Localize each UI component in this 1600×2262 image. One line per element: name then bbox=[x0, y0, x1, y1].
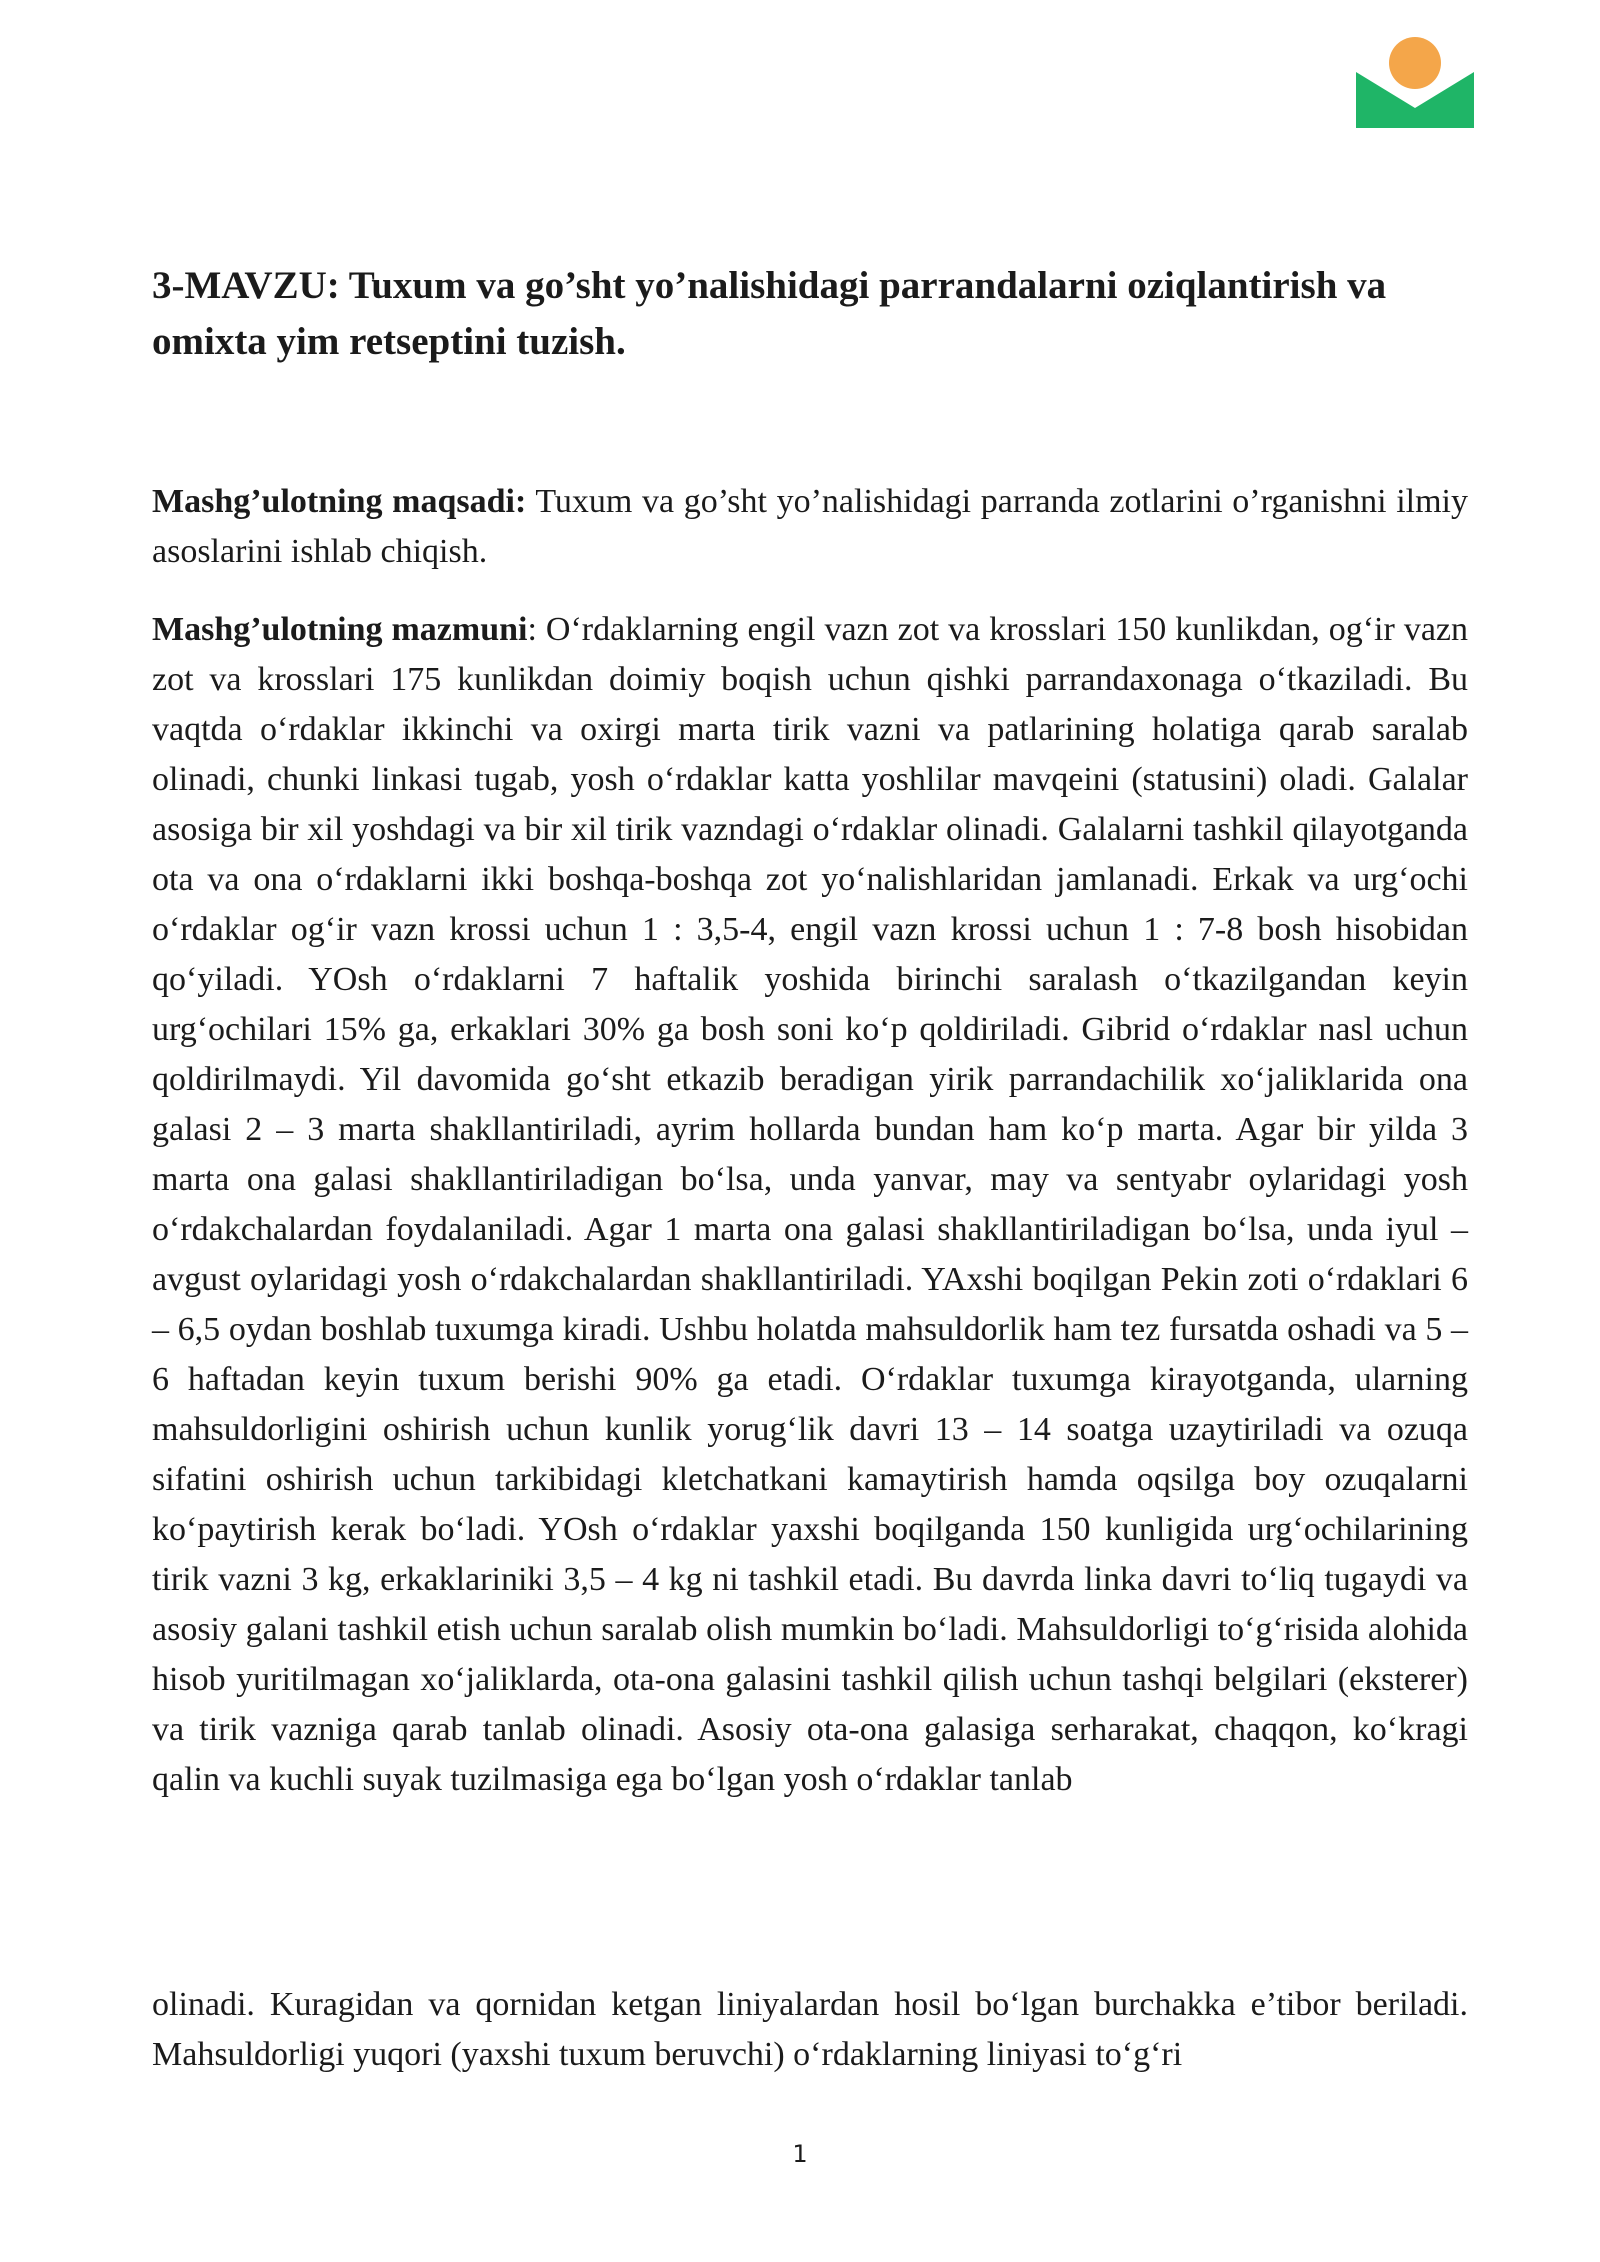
content-text: : O‘rdaklarning engil vazn zot va krosslari 150 kunlikdan, og‘ir vazn zot va krosslari 175 kunlikdan doimiy boqish uchun qishki parrandaxonaga o‘tkaziladi. Bu vaqtda o‘rdaklar ikkinchi va oxirgi marta tirik vazni va patlarining holatiga qarab saralab olinadi, chunki linkasi tugab, yosh o‘rdaklar katta yoshlilar mavqeini (statusini) oladi. Galalar asosiga bir xil yoshdagi va bir xil tirik vazndagi o‘rdaklar olinadi. Galalarni tashkil qilayotganda ota va ona o‘rdaklarni ikki boshqa-boshqa zot yo‘nalishlaridan jamlanadi. Erkak va urg‘ochi o‘rdaklar og‘ir vazn krossi uchun 1 : 3,5-4, engil vazn krossi uchun 1 : 7-8 bosh hisobidan qo‘yiladi. YOsh o‘rdaklarni 7 haftalik yoshida birinchi saralash o‘tkazilgandan keyin urg‘ochilari 15% ga, erkaklari 30% ga bosh soni ko‘p qoldiriladi. Gibrid o‘rdaklar nasl uchun qoldirilmaydi. Yil davomida go‘sht etkazib beradigan yirik parrandachilik xo‘jaliklarida ona galasi 2 – 3 marta shakllantiriladi, ayrim hollarda bundan ham ko‘p marta. Agar bir yilda 3 marta ona galasi shakllantiriladigan bo‘lsa, unda yanvar, may va sentyabr oylaridagi yosh o‘rdakchalardan foydalaniladi. Agar 1 marta ona galasi shakllantiriladigan bo‘lsa, unda iyul – avgust oylaridagi yosh o‘rdakchalardan shakllantiriladi. YAxshi boqilgan Pekin zoti o‘rdaklari 6 – 6,5 oydan boshlab tuxumga kiradi. Ushbu holatda mahsuldorlik ham tez fursatda oshadi va 5 – 6 haftadan keyin tuxum berishi 90% ga etadi. O‘rdaklar tuxumga kirayotganda, ularning mahsuldorligini oshirish uchun kunlik yorug‘lik davri 13 – 14 soatga uzaytiriladi va ozuqa sifatini oshirish uchun tarkibidagi kletchatkani kamaytirish hamda oqsilga boy ozuqalarni ko‘paytirish kerak bo‘ladi. YOsh o‘rdaklar yaxshi boqilganda 150 kunligida urg‘ochilarining tirik vazni 3 kg, erkaklariniki 3,5 – 4 kg ni tashkil etadi. Bu davrda linka davri to‘liq tugaydi va asosiy galani tashkil etish uchun saralab olish mumkin bo‘ladi. Mahsuldorligi to‘g‘risida alohida hisob yuritilmagan xo‘jaliklarda, ota-ona galasini tashkil qilish uchun tashqi belgilari (eksterer) va tirik vazniga qarab tanlab olinadi. Asosiy ota-ona galasiga serharakat, chaqqon, ko‘kragi qalin va kuchli suyak tuzilmasiga ega bo‘lgan yosh o‘rdaklar tanlab bbox=[152, 611, 1468, 1798]
logo-sun bbox=[1389, 37, 1441, 89]
goal-paragraph bbox=[152, 477, 1468, 577]
goal-text: Tuxum va go’sht yo’nalishidagi parranda zotlarini o’rganishni ilmiy asoslarini ishlab chiqish. bbox=[152, 483, 1468, 570]
content-label: Mashg’ulotning mazmuni bbox=[152, 611, 528, 648]
content-paragraph bbox=[152, 605, 1468, 1805]
page-title: 3-MAVZU: Tuxum va go’sht yo’nalishidagi parrandalarni oziqlantirish va omixta yim retseptini tuzish. bbox=[152, 264, 1387, 363]
sun-over-valley-logo-icon bbox=[1356, 36, 1474, 128]
goal-label: Mashg’ulotning maqsadi: bbox=[152, 483, 527, 520]
continuation-paragraph: olinadi. Kuragidan va qornidan ketgan liniyalardan hosil bo‘lgan burchakka e’tibor beriladi. Mahsuldorligi yuqori (yaxshi tuxum beruvchi) o‘rdaklarning liniyasi to‘g‘ri bbox=[152, 1986, 1468, 2073]
page-number: 1 bbox=[792, 2140, 808, 2168]
